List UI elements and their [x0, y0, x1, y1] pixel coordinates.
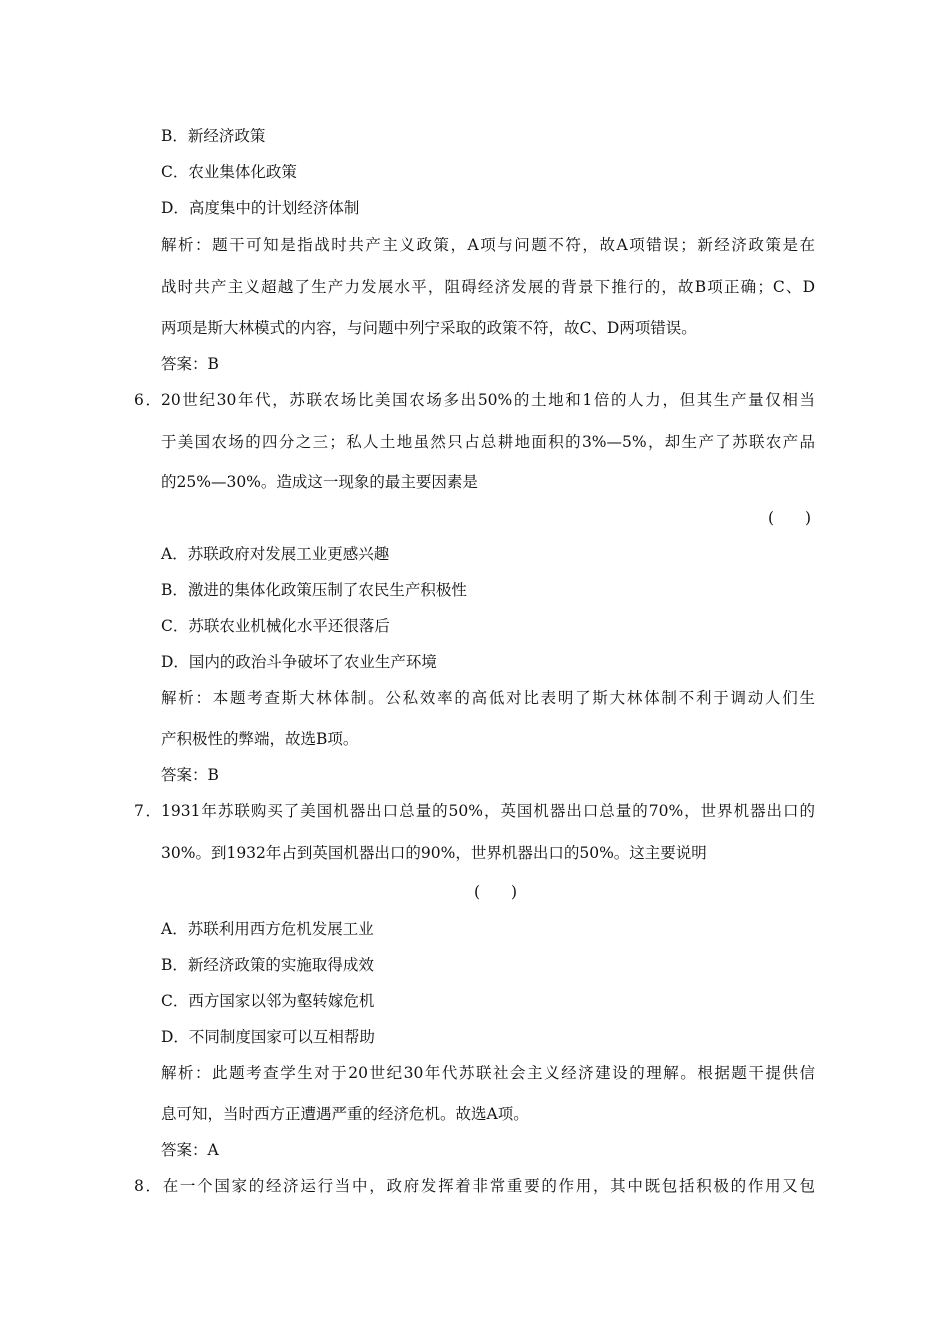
q5-option-d: D．高度集中的计划经济体制 [161, 199, 360, 217]
q6-option-a: A．苏联政府对发展工业更感兴趣 [161, 545, 390, 563]
q6-stem-line-3: 的25%—30%。造成这一现象的最主要因素是 [161, 473, 478, 491]
q7-option-a: A．苏联利用西方危机发展工业 [161, 920, 374, 938]
q6-option-d: D．国内的政治斗争破坏了农业生产环境 [161, 653, 437, 671]
q6-stem-text-1: 20世纪30年代，苏联农场比美国农场多出50%的土地和1倍的人力，但其生产量仅相当 [161, 391, 815, 409]
q5-option-c: C．农业集体化政策 [161, 163, 297, 181]
q5-analysis-line-3: 两项是斯大林模式的内容，与问题中列宁采取的政策不符，故C、D两项错误。 [161, 319, 697, 337]
q7-analysis-line-2: 息可知，当时西方正遭遇严重的经济危机。故选A项。 [161, 1105, 529, 1123]
q8-number: 8． [134, 1177, 161, 1195]
q6-number: 6． [134, 391, 161, 409]
q6-analysis-line-1: 解析：本题考查斯大林体制。公私效率的高低对比表明了斯大林体制不利于调动人们生 [161, 689, 815, 707]
q7-analysis-line-1: 解析：此题考查学生对于20世纪30年代苏联社会主义经济建设的理解。根据题干提供信 [161, 1064, 815, 1082]
q7-option-d: D．不同制度国家可以互相帮助 [161, 1028, 375, 1046]
q6-analysis-line-2: 产积极性的弊端，故选B项。 [161, 730, 359, 748]
q7-stem-line-2: 30%。到1932年占到英国机器出口的90%，世界机器出口的50%。这主要说明 [161, 844, 707, 862]
q6-stem-line-1 [134, 390, 815, 410]
q6-stem-line-2: 于美国农场的四分之三；私人土地虽然只占总耕地面积的3%—5%，却生产了苏联农产品 [161, 433, 815, 451]
q8-stem-text-1: 在一个国家的经济运行当中，政府发挥着非常重要的作用，其中既包括积极的作用又包 [161, 1177, 815, 1195]
q7-stem-text-1: 1931年苏联购买了美国机器出口总量的50%，英国机器出口总量的70%，世界机器出口的 [161, 802, 815, 820]
q6-answer-bracket: ( ) [768, 509, 812, 527]
q5-answer: 答案：B [161, 355, 219, 373]
q7-number: 7． [134, 802, 161, 820]
q6-option-b: B．激进的集体化政策压制了农民生产积极性 [161, 581, 467, 599]
q7-answer-bracket: ( ) [474, 883, 518, 901]
q5-option-b: B．新经济政策 [161, 127, 266, 145]
q6-option-c: C．苏联农业机械化水平还很落后 [161, 617, 390, 635]
q5-analysis-line-2: 战时共产主义超越了生产力发展水平，阻碍经济发展的背景下推行的，故B项正确；C、D [161, 278, 815, 296]
q8-stem-line-1 [134, 1176, 815, 1196]
q7-stem-line-1 [134, 801, 815, 821]
q7-option-b: B．新经济政策的实施取得成效 [161, 956, 374, 974]
q7-answer: 答案：A [161, 1141, 219, 1159]
q7-option-c: C．西方国家以邻为壑转嫁危机 [161, 992, 375, 1010]
q5-analysis-line-1: 解析：题干可知是指战时共产主义政策，A项与问题不符，故A项错误；新经济政策是在 [161, 236, 815, 254]
q6-answer: 答案：B [161, 766, 219, 784]
